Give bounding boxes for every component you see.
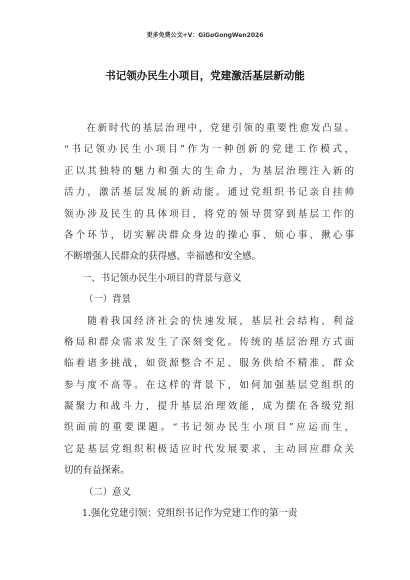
paragraph-line: 随着我国经济社会的快速发展，基层社会结构、利益 [64, 315, 354, 327]
paragraph-line: “书记领办民生小项目”作为一种创新的党建工作模式， [64, 144, 354, 156]
paragraph-line: 在新时代的基层治理中，党建引领的重要性愈发凸显。 [64, 123, 354, 134]
paragraph-line: 临着诸多挑战，如资源整合不足、服务供给不精准、群众 [64, 358, 354, 370]
section-heading: 一、书记领办民生小项目的背景与意义 [82, 272, 242, 284]
header-note: 更多免费公文+V：GiGoGongWen2026 [146, 32, 264, 39]
paragraph-line: 参与度不高等。在这样的背景下，如何加强基层党组织的 [64, 379, 354, 391]
paragraph-line: 织面前的重要课题。“书记领办民生小项目”应运而生， [64, 422, 354, 434]
paragraph-line: 凝聚力和战斗力，提升基层治理效能，成为摆在各级党组 [64, 401, 354, 413]
paragraph-line: 它是基层党组织积极适应时代发展要求，主动回应群众关 [64, 443, 354, 455]
subsection-heading: （二）意义 [84, 486, 131, 498]
paragraph-line: 切的有益探索。 [64, 465, 130, 477]
document-title: 书记领办民生小项目，党建激活基层新动能 [105, 70, 305, 82]
document-body [64, 118, 354, 524]
paragraph-line: 格局和群众需求发生了深刻变化。传统的基层治理方式面 [64, 336, 354, 348]
paragraph-line: 正以其独特的魅力和强大的生命力，为基层治理注入新的 [64, 165, 354, 177]
paragraph-line: 不断增强人民群众的获得感、幸福感和安全感。 [64, 251, 261, 263]
paragraph-line: 各个环节，切实解决群众身边的操心事、烦心事、揪心事 [64, 229, 354, 241]
paragraph-line: 领办涉及民生的具体项目，将党的领导贯穿到基层工作的 [64, 208, 354, 220]
subsection-heading: （一）背景 [84, 294, 131, 306]
point-heading: 1.强化党建引领：党组织书记作为党建工作的第一责 [82, 508, 298, 520]
paragraph-line: 活力，激活基层发展的新动能。通过党组织书记亲自挂帅 [64, 187, 354, 199]
